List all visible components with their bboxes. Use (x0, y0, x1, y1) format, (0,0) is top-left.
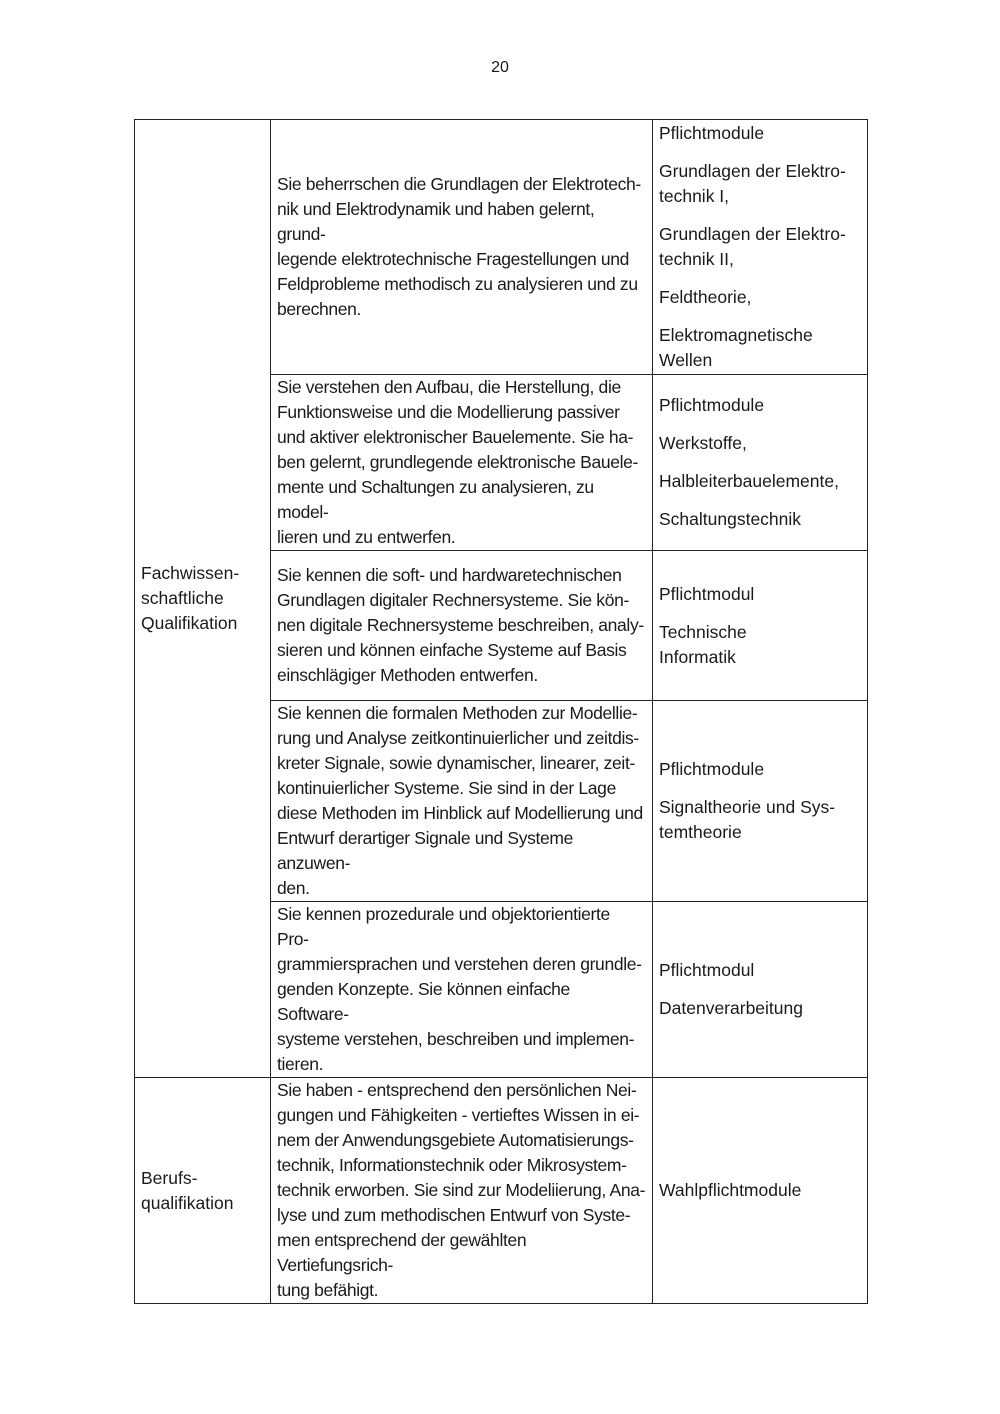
description-cell (271, 902, 653, 1078)
description-cell (271, 375, 653, 551)
module-item: Pflichtmodul (659, 583, 755, 604)
module-item: Halbleiterbauelemente, (659, 471, 839, 491)
modules-cell (653, 375, 868, 551)
module-item: Signaltheorie und Sys- temtheorie (659, 797, 836, 842)
module-item: Grundlagen der Elektro- technik I, (659, 161, 846, 206)
modules-cell (653, 551, 868, 701)
module-item: Wahlpflichtmodule (659, 1180, 802, 1200)
page-number: 20 (491, 59, 509, 76)
description-cell (271, 1078, 653, 1304)
modules-cell (653, 120, 868, 375)
modules-cell (653, 902, 868, 1078)
modules-cell (653, 701, 868, 902)
description-text: Sie kennen die soft- und hardwaretechnischen Grundlagen digitaler Rechnersysteme. Sie kön- nen digitale Rechnersysteme beschreiben, analy- sieren und können einfache Systeme auf Basis einschlägiger Methoden entwerfen. (277, 565, 644, 685)
module-item: Technische Informatik (659, 621, 747, 667)
module-item: Pflichtmodule (659, 759, 765, 779)
module-item: Pflichtmodule (659, 123, 765, 143)
modules-cell (653, 1078, 868, 1304)
module-item: Werkstoffe, (659, 433, 747, 453)
module-item: Feldtheorie, (659, 287, 752, 307)
module-item: Elektromagnetische Wellen (659, 325, 813, 370)
category-cell (135, 1078, 271, 1304)
category-label: Fachwissen- schaftliche Qualifikation (141, 563, 240, 633)
table-row (135, 1078, 868, 1304)
module-item: Pflichtmodul (659, 960, 755, 980)
category-cell (135, 120, 271, 1078)
description-cell (271, 701, 653, 902)
description-cell (271, 120, 653, 375)
qualification-table (134, 119, 868, 1304)
description-text: Sie kennen die formalen Methoden zur Modellie- rung und Analyse zeitkontinuierlicher und zeitdis- kreter Signale, sowie dynamischer, linearer, zeit- kontinuierlicher Systeme. Sie sind in der Lage diese Methoden im Hinblick auf Modellierung und Entwurf derartiger Signale und Systeme anzuwen- den. (277, 703, 643, 898)
description-cell (271, 551, 653, 701)
category-label: Berufs- qualifikation (141, 1167, 234, 1213)
description-text: Sie haben - entsprechend den persönlichen Nei- gungen und Fähigkeiten - vertieftes Wissen in ei- nem der Anwendungsgebiete Automatisierungs- technik, Informationstechnik oder Mikrosystem- technik erworben. Sie sind zur Modeliierung, Ana- lyse und zum methodischen Entwurf von Syste- men entsprechend der gewählten Vertiefungsrich- tung befähigt. (277, 1080, 646, 1300)
module-item: Datenverarbeitung (659, 998, 803, 1018)
module-item: Grundlagen der Elektro- technik II, (659, 224, 846, 269)
table-row (135, 120, 868, 375)
description-text: Sie kennen prozedurale und objektorientierte Pro- grammiersprachen und verstehen deren grundle- genden Konzepte. Sie können einfache Software- systeme verstehen, beschreiben und implemen- tieren. (277, 904, 642, 1074)
module-item: Pflichtmodule (659, 395, 765, 415)
description-text: Sie beherrschen die Grundlagen der Elektrotech- nik und Elektrodynamik und haben gelernt, grund- legende elektrotechnische Fragestellungen und Feldprobleme methodisch zu analysieren und zu berechnen. (277, 174, 641, 319)
description-text: Sie verstehen den Aufbau, die Herstellung, die Funktionsweise und die Modellierung passiver und aktiver elektronischer Bauelemente. Sie ha- ben gelernt, grundlegende elektronische Bauele- mente und Schaltungen zu analysieren, zu model- lieren und zu entwerfen. (277, 377, 639, 547)
module-item: Schaltungstechnik (659, 509, 802, 529)
